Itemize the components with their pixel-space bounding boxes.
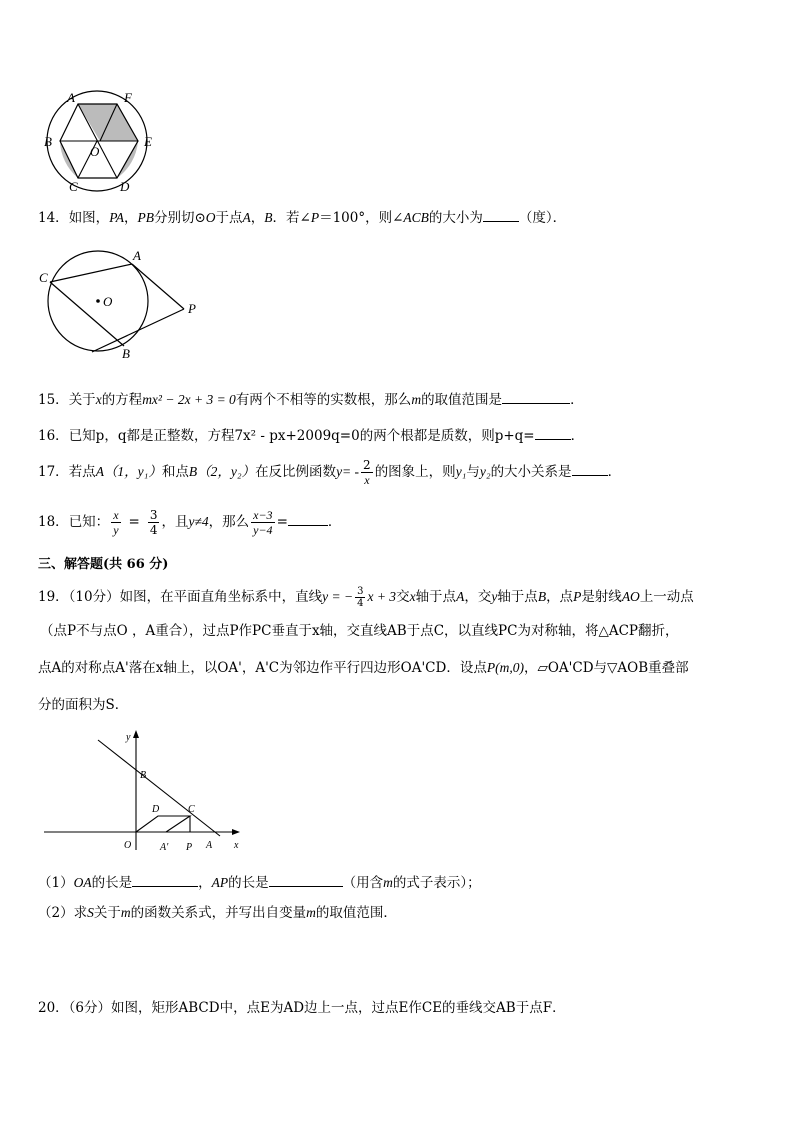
q15-equation: mx² − 2x + 3 = 0 xyxy=(142,392,236,407)
q16-number: 16． xyxy=(38,428,69,444)
q19-text: 的长是 xyxy=(228,875,269,891)
label-F: F xyxy=(124,90,132,105)
question-15 xyxy=(38,389,584,410)
q15-var: x xyxy=(95,392,102,407)
label-B: B xyxy=(140,770,147,781)
q14-text: ， xyxy=(250,210,265,226)
q17-var: y₁ xyxy=(455,464,467,479)
label-P: P xyxy=(188,301,196,316)
q19-text: 是射线 xyxy=(581,589,622,605)
question-19-line-1 xyxy=(38,583,694,611)
frac-denominator: y−4 xyxy=(253,523,273,537)
label-x: x xyxy=(234,840,239,851)
q14-text: 的大小为 xyxy=(428,210,483,226)
q17-func: y= - xyxy=(336,464,360,479)
tangent-circle-figure xyxy=(36,242,211,362)
y-axis-arrow xyxy=(133,730,139,738)
q18-condition: y≠4 xyxy=(188,514,209,529)
answer-blank[interactable] xyxy=(269,872,343,887)
q19-text: ，交 xyxy=(464,589,492,605)
q18-fraction-3 xyxy=(251,508,274,537)
line-AB xyxy=(98,740,220,836)
label-E: E xyxy=(144,134,152,149)
q19-line-eq: x + 3 xyxy=(367,589,397,604)
question-20: 20．（6分）如图，矩形ABCD中，点E为AD边上一点，过点E作CE的垂线交AB于点F． xyxy=(38,1000,566,1016)
q15-text: ． xyxy=(570,392,584,408)
answer-blank[interactable] xyxy=(483,207,519,222)
frac-numerator: 3 xyxy=(357,586,364,597)
q14-text: 于点 xyxy=(215,210,243,226)
question-19-sub-2 xyxy=(38,903,397,923)
q19-text: 上一动点 xyxy=(639,589,694,605)
answer-blank[interactable] xyxy=(502,389,570,404)
q17-text: 与 xyxy=(466,464,480,480)
q18-equals: = xyxy=(276,514,288,530)
label-D: D xyxy=(152,804,160,815)
question-19-line-3 xyxy=(38,658,689,678)
label-O: O xyxy=(90,144,100,159)
q14-var: A xyxy=(242,210,251,225)
q18-text: ，且 xyxy=(161,514,189,530)
coordinate-figure xyxy=(40,728,250,858)
q15-var: m xyxy=(411,392,422,407)
q15-text: 的取值范围是 xyxy=(421,392,503,408)
q14-text: ＝100°，则∠ xyxy=(319,210,404,226)
q14-text: 分别切⊙ xyxy=(153,210,206,226)
q19-var: AP xyxy=(211,875,229,890)
q19-text: 的取值范围． xyxy=(315,905,397,921)
q15-number: 15． xyxy=(38,392,69,408)
q19-text: （用含 xyxy=(342,875,384,891)
q14-text: 如图， xyxy=(68,210,110,226)
q17-text: 在反比例函数 xyxy=(255,464,337,480)
q19-fraction xyxy=(355,586,365,609)
q15-text: 的方程 xyxy=(101,392,143,408)
q18-equals: = xyxy=(128,514,140,530)
frac-numerator: 3 xyxy=(149,508,158,522)
q19-point: P(m,0) xyxy=(486,660,524,675)
frac-numerator: x xyxy=(113,508,119,522)
q19-var: AO xyxy=(621,589,640,604)
q14-text: ， xyxy=(123,210,138,226)
q19-text: （2）求 xyxy=(38,905,88,921)
q17-point: B（2，y₂） xyxy=(188,464,256,479)
answer-blank[interactable] xyxy=(535,425,571,440)
q19-var: A xyxy=(456,589,465,604)
q14-var: B xyxy=(264,210,273,225)
q19-text: 的长是 xyxy=(91,875,133,891)
q19-line-eq: y = − xyxy=(322,589,354,604)
frac-denominator: x xyxy=(364,473,370,487)
label-A-prime: A' xyxy=(160,842,169,853)
frac-numerator: x−3 xyxy=(253,508,273,522)
q17-fraction xyxy=(361,458,373,487)
question-17 xyxy=(38,456,621,488)
q19-var: y xyxy=(491,589,498,604)
q14-number: 14． xyxy=(38,210,69,226)
x-axis-arrow xyxy=(232,829,240,835)
q19-text: 19．（10分）如图，在平面直角坐标系中，直线 xyxy=(38,589,323,605)
q19-var: m xyxy=(383,875,393,890)
q18-text: ． xyxy=(327,514,342,530)
q18-number: 18． xyxy=(38,514,69,530)
q19-text: （1） xyxy=(38,875,74,891)
question-19-line-2: （点P不与点O ，A重合），过点P作PC垂直于x轴，交直线AB于点C，以直线PC为对称轴，将△ACP翻折， xyxy=(40,623,679,639)
label-O: O xyxy=(124,840,132,851)
q15-text: 有两个不相等的实数根，那么 xyxy=(235,392,412,408)
q19-var: m xyxy=(120,905,131,920)
q19-var: OA xyxy=(73,875,92,890)
q17-number: 17． xyxy=(38,464,69,480)
label-D: D xyxy=(120,179,130,194)
label-A: A xyxy=(67,90,75,105)
q15-text: 关于 xyxy=(68,392,96,408)
label-A: A xyxy=(133,248,141,263)
tangent-PA xyxy=(132,264,184,309)
answer-blank[interactable] xyxy=(288,511,328,526)
q16-text: 已知p，q都是正整数，方程7x² - px+2009q=0的两个根都是质数，则p+q= xyxy=(68,428,535,444)
q19-var: x xyxy=(409,589,416,604)
q19-text: 点A的对称点A'落在x轴上，以OA'，A'C为邻边作平行四边形OA'CD．设点 xyxy=(38,660,487,676)
q19-text: 的函数关系式，并写出自变量 xyxy=(130,905,307,921)
section-title: 三、解答题(共 66 分) xyxy=(38,557,169,572)
q19-text: 的式子表示）； xyxy=(392,875,481,891)
q17-text: 和点 xyxy=(161,464,189,480)
question-14 xyxy=(38,207,566,228)
frac-denominator: 4 xyxy=(149,523,158,537)
q14-text: ．若∠ xyxy=(272,210,311,226)
q18-text: ，那么 xyxy=(208,514,250,530)
q19-text: ，点 xyxy=(546,589,574,605)
q17-text: 的大小关系是 xyxy=(490,464,572,480)
answer-blank[interactable] xyxy=(132,872,198,887)
answer-blank[interactable] xyxy=(572,461,608,476)
q14-var: ACB xyxy=(403,210,429,225)
parallelogram xyxy=(136,816,190,832)
label-C: C xyxy=(69,179,78,194)
frac-denominator: 4 xyxy=(357,598,364,609)
q19-text: 交 xyxy=(396,589,410,605)
q17-text: 的图象上，则 xyxy=(374,464,456,480)
q19-text: 轴于点 xyxy=(415,589,457,605)
q14-text: （度）． xyxy=(518,210,567,226)
question-19-sub-1 xyxy=(38,872,481,893)
question-19-line-4: 分的面积为S． xyxy=(38,697,129,713)
q14-var: P xyxy=(310,210,320,225)
label-B: B xyxy=(44,134,52,149)
label-C: C xyxy=(188,804,195,815)
q18-fraction-2 xyxy=(148,508,160,537)
q19-var: S xyxy=(87,905,94,920)
q19-var: m xyxy=(306,905,316,920)
label-C: C xyxy=(39,270,48,285)
q18-text: 已知： xyxy=(68,514,110,530)
q17-text: ． xyxy=(607,464,622,480)
question-16 xyxy=(38,425,584,446)
label-B: B xyxy=(122,346,130,361)
label-O: O xyxy=(103,294,113,309)
frac-numerator: 2 xyxy=(363,458,371,472)
q19-text: 关于 xyxy=(93,905,121,921)
q19-text: ，▱OA'CD与▽AOB重叠部 xyxy=(523,660,689,676)
q18-fraction-1 xyxy=(111,508,120,537)
hexagon-figure xyxy=(40,88,170,194)
q19-text: ， xyxy=(198,875,212,891)
label-y: y xyxy=(126,732,131,743)
q14-var: O xyxy=(205,210,216,225)
q14-var: PB xyxy=(137,210,154,225)
question-18 xyxy=(38,505,341,539)
q16-text: ． xyxy=(570,428,585,444)
label-A: A xyxy=(206,840,213,851)
q17-point: A（1，y₁） xyxy=(95,464,162,479)
q19-var: P xyxy=(573,589,582,604)
center-dot xyxy=(96,299,100,303)
q17-text: 若点 xyxy=(68,464,96,480)
q19-text: 轴于点 xyxy=(497,589,538,605)
q19-var: B xyxy=(537,589,547,604)
chord-CB xyxy=(50,282,124,346)
label-P: P xyxy=(186,842,193,853)
frac-denominator: y xyxy=(113,523,119,537)
q17-var: y₂ xyxy=(479,464,491,479)
q14-var: PA xyxy=(109,210,124,225)
